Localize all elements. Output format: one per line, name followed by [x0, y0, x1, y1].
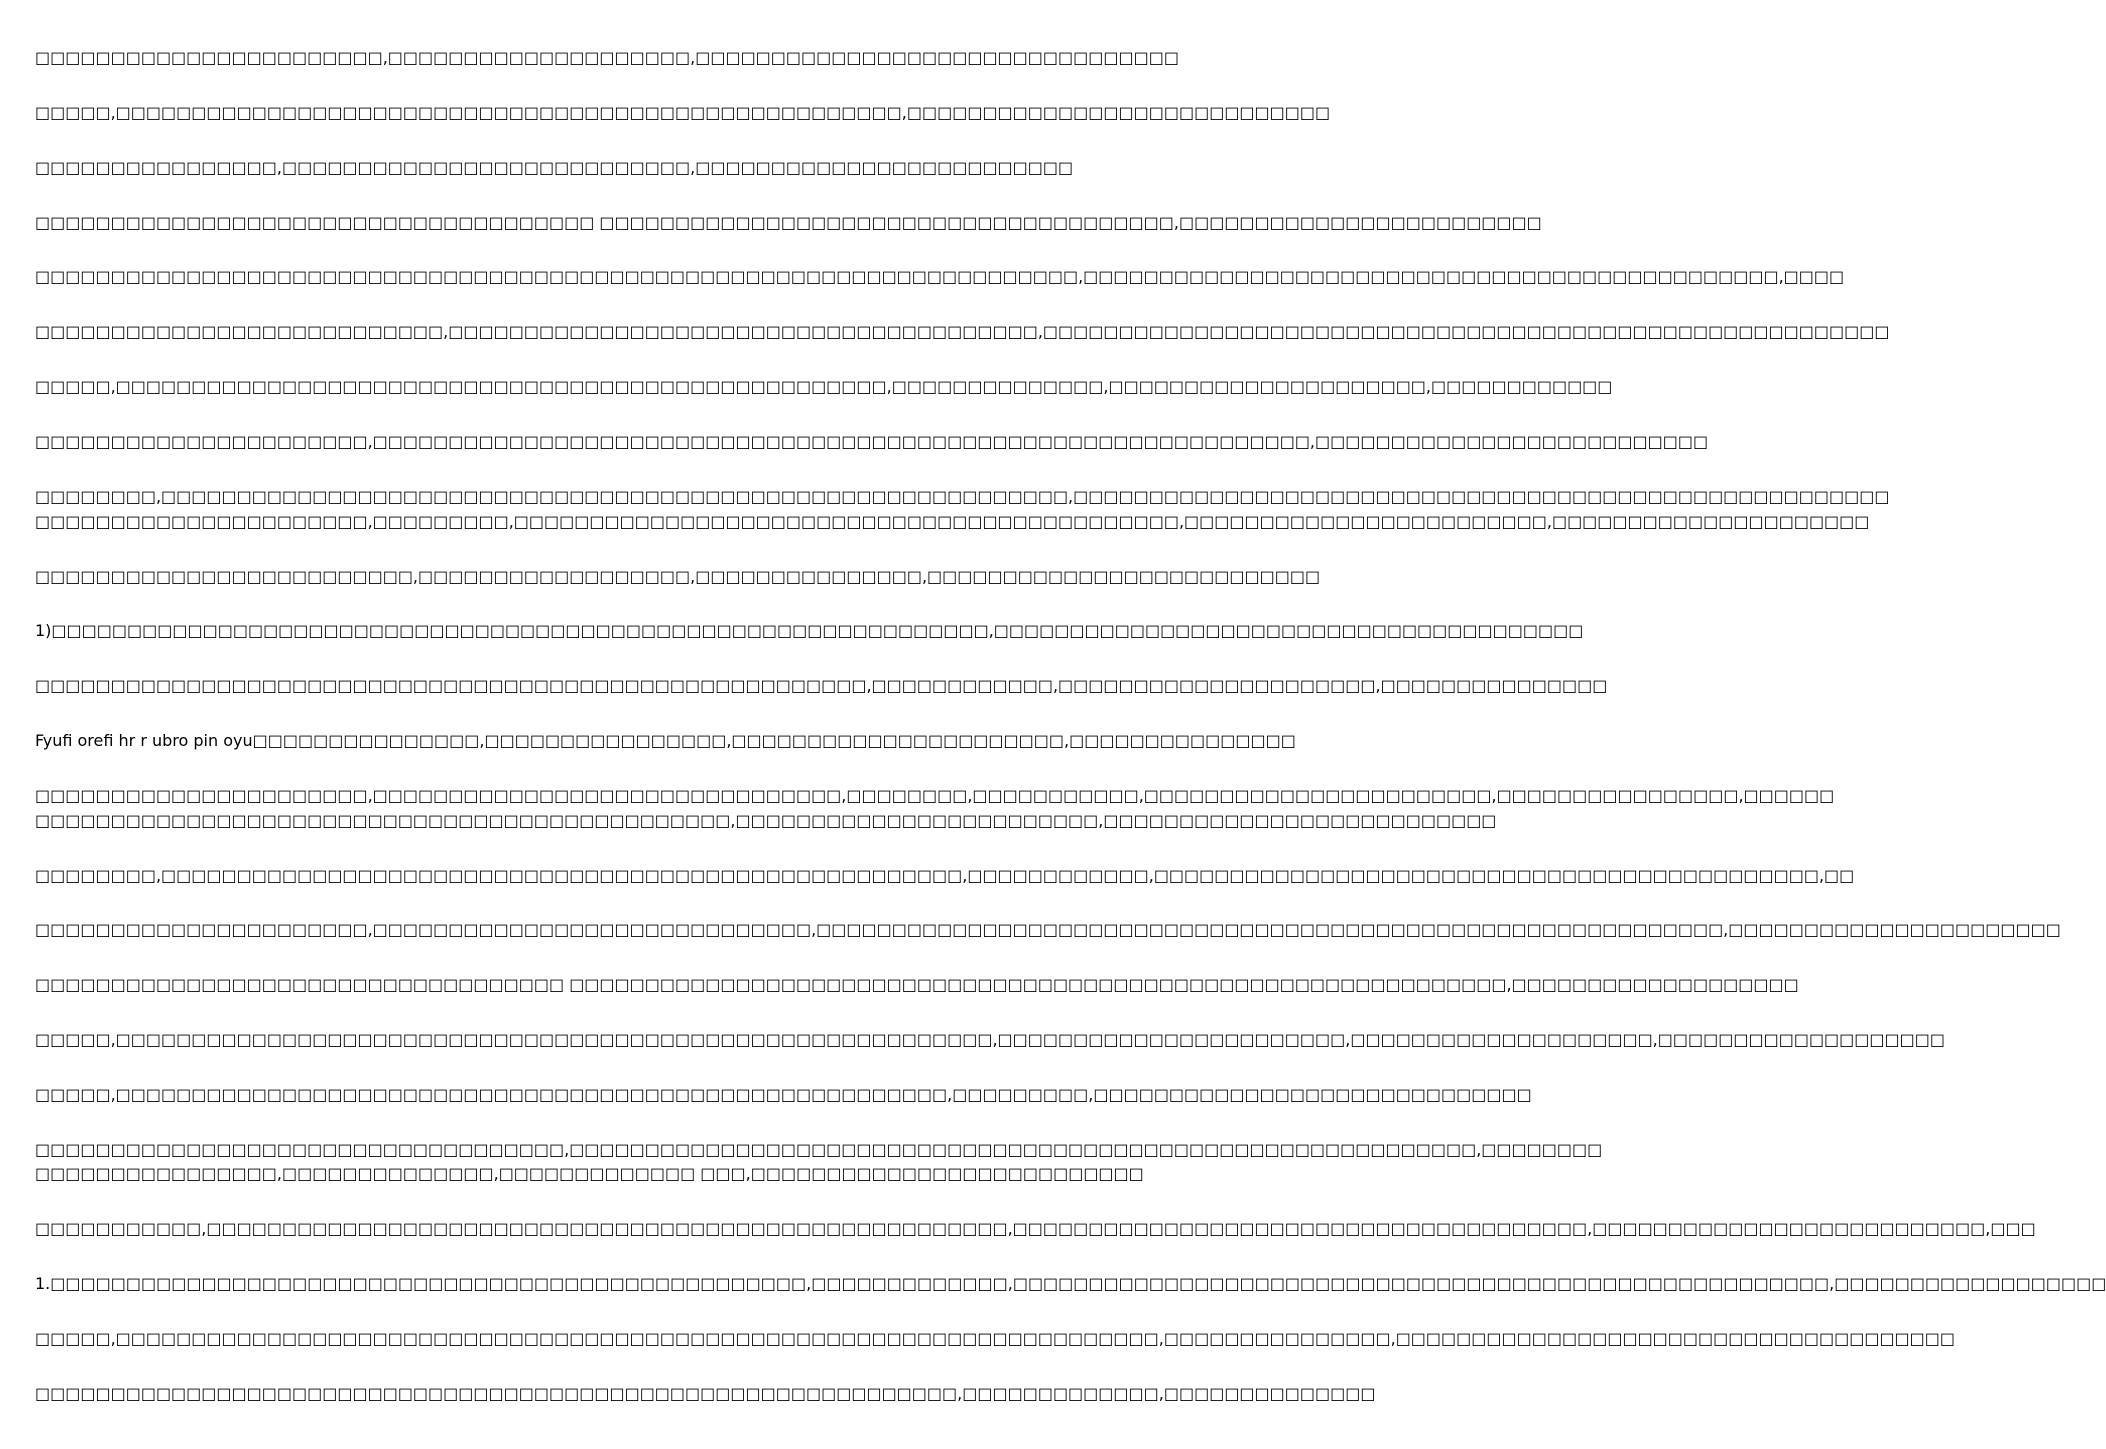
text-line: □□□□□□□□□□□□□□□□□□□□□□,□□□□□□□□□□□□□□□□□□□□□□□□□□□□□□□,□□□□□□□□,□□□□□□□□□□□,□□□□□□□□□□□□□□□□□□□□□□□,□□□□□□□□□□□□□□□□,□□□□□□ — [35, 786, 1835, 805]
text-line: □□□□□□□□□□□□□□□□□□□□□□,□□□□□□□□□□□□□□□□□□□□□□□□□□□□□□□□□□□□□□□□□□□□□□□□□□□□□□□□□□□□□□,□□□□□□□□□□□□□□□□□□□□□□□□□□ — [35, 432, 1709, 451]
text-line: □□□□□,□□□□□□□□□□□□□□□□□□□□□□□□□□□□□□□□□□□□□□□□□□□□□□□□□□□□□□□□□□□□□□□□□□□□□,□□□□□□□□□□□□□□□,□□□□□□□□□□□□□□□□□□□□□□□□□□□□□□□□□□□□□ — [35, 1329, 1956, 1348]
text-line: □□□□□□□□□□□,□□□□□□□□□□□□□□□□□□□□□□□□□□□□□□□□□□□□□□□□□□□□□□□□□□□□□,□□□□□□□□□□□□□□□□□□□□□□□□□□□□□□□□□□□□□□,□□□□□□□□□□□□□□□□□□□□□□□□□□,□□□ — [35, 1219, 2036, 1238]
text-line: □□□□□,□□□□□□□□□□□□□□□□□□□□□□□□□□□□□□□□□□□□□□□□□□□□□□□□□□□□□□□,□□□□□□□□□,□□□□□□□□□□□□□□□□□□□□□□□□□□□□□ — [35, 1085, 1532, 1104]
text-line: □□□□□□□□□□□□□□□□□□□□□□□□□□□□□□□□□□□□□□□□□□□□□□□□□□□□□□□□□□□□□,□□□□□□□□□□□□□,□□□□□□□□□□□□□□ — [35, 1384, 1376, 1403]
text-line: Fyufi orefi hr r ubro pin oyu□□□□□□□□□□□□□□□,□□□□□□□□□□□□□□□□,□□□□□□□□□□□□□□□□□□□□□□,□□□□□□□□□□□□□□□ — [35, 731, 1296, 750]
text-line: □□□□□□□□□□□□□□□□□□□□□□□□□□□□□□□□□□□,□□□□□□□□□□□□□□□□□□□□□□□□□□□□□□□□□□□□□□□□□□□□□□□□□□□□□□□□□□□□,□□□□□□□□ — [35, 1140, 1603, 1159]
text-line: □□□□□□□□□□□□□□□□□□□□□□□□□□□□□□□□□□□□□□□□□□□□□□□□□□□□□□□,□□□□□□□□□□□□,□□□□□□□□□□□□□□□□□□□□□,□□□□□□□□□□□□□□□ — [35, 676, 1608, 695]
text-line: □□□□□□□□□□□□□□□□□□□□□□□□□□□,□□□□□□□□□□□□□□□□□□□□□□□□□□□□□□□□□□□□□□□,□□□□□□□□□□□□□□□□□□□□□□□□□□□□□□□□□□□□□□□□□□□□□□□□□□□□□□□□ — [35, 322, 1890, 341]
text-line: □□□□□□□□□□□□□□□□□□□□□□□□□□□□□□□□□□□□□ □□□□□□□□□□□□□□□□□□□□□□□□□□□□□□□□□□□□□□,□□□□□□□□□□□□□□□□□□□□□□□□ — [35, 213, 1542, 232]
text-line: □□□□□□□□□□□□□□□□□□□□□□□□□□□□□□□□□□□□□□□□□□□□□□□□□□□□□□□□□□□□□□□□□□□□□,□□□□□□□□□□□□□□□□□□□□□□□□□□□□□□□□□□□□□□□□□□□□□□,□□□□ — [35, 267, 1845, 286]
text-line: □□□□□,□□□□□□□□□□□□□□□□□□□□□□□□□□□□□□□□□□□□□□□□□□□□□□□□□□□□,□□□□□□□□□□□□□□□□□□□□□□□□□□□□ — [35, 103, 1331, 122]
text-line: □□□□□□□□□□□□□□□□□□□□□□,□□□□□□□□□,□□□□□□□□□□□□□□□□□□□□□□□□□□□□□□□□□□□□□□□□□□□□,□□□□□□□□□□□□□□□□□□□□□□□□,□□□□□□□□□□□□□□□□□□□□□ — [35, 512, 1870, 531]
text-line: □□□□□□□□,□□□□□□□□□□□□□□□□□□□□□□□□□□□□□□□□□□□□□□□□□□□□□□□□□□□□□,□□□□□□□□□□□□,□□□□□□□□□□□□□□□□□□□□□□□□□□□□□□□□□□□□□□□□□□□□,□□ — [35, 866, 1855, 885]
text-line: □□□□□□□□□□□□□□□□□□□□□□□□□□□□□□□□□□□ □□□□□□□□□□□□□□□□□□□□□□□□□□□□□□□□□□□□□□□□□□□□□□□□□□□□□□□□□□□□□□,□□□□□□□□□□□□□□□□□□□ — [35, 975, 1799, 994]
text-line: □□□□□□□□□□□□□□□□□□□□□□□,□□□□□□□□□□□□□□□□□□□□,□□□□□□□□□□□□□□□□□□□□□□□□□□□□□□□□ — [35, 48, 1179, 67]
text-line: □□□□□□□□□□□□□□□□□□□□□□,□□□□□□□□□□□□□□□□□□□□□□□□□□□□□,□□□□□□□□□□□□□□□□□□□□□□□□□□□□□□□□□□□□□□□□□□□□□□□□□□□□□□□□□□□□,□□□□□□□□□□□□□□□□□□□□□□ — [35, 920, 2061, 939]
text-line: □□□□□□□□□□□□□□□□,□□□□□□□□□□□□□□□□□□□□□□□□□□□,□□□□□□□□□□□□□□□□□□□□□□□□□ — [35, 158, 1074, 177]
text-line: □□□□□□□□□□□□□□□□□□□□□□□□□□□□□□□□□□□□□□□□□□□□□□,□□□□□□□□□□□□□□□□□□□□□□□□,□□□□□□□□□□□□□□□□□□□□□□□□□□ — [35, 811, 1497, 830]
text-line: □□□□□,□□□□□□□□□□□□□□□□□□□□□□□□□□□□□□□□□□□□□□□□□□□□□□□□□□□□□□□□□□,□□□□□□□□□□□□□□□□□□□□□□□,□□□□□□□□□□□□□□□□□□□□,□□□□□□□□□□□□□□□□□□□ — [35, 1030, 1945, 1049]
text-line: □□□□□□□□,□□□□□□□□□□□□□□□□□□□□□□□□□□□□□□□□□□□□□□□□□□□□□□□□□□□□□□□□□□□□,□□□□□□□□□□□□□□□□□□□□□□□□□□□□□□□□□□□□□□□□□□□□□□□□□□□□□□ — [35, 487, 1890, 506]
text-line: 1)□□□□□□□□□□□□□□□□□□□□□□□□□□□□□□□□□□□□□□□□□□□□□□□□□□□□□□□□□□□□□□,□□□□□□□□□□□□□□□□□□□□□□□□□□□□□□□□□□□□□□□ — [35, 621, 1584, 640]
text-line: □□□□□□□□□□□□□□□□□□□□□□□□□,□□□□□□□□□□□□□□□□□□,□□□□□□□□□□□□□□□,□□□□□□□□□□□□□□□□□□□□□□□□□□ — [35, 567, 1321, 586]
text-line: □□□□□,□□□□□□□□□□□□□□□□□□□□□□□□□□□□□□□□□□□□□□□□□□□□□□□□□□□,□□□□□□□□□□□□□□,□□□□□□□□□□□□□□□□□□□□□,□□□□□□□□□□□□ — [35, 377, 1613, 396]
text-line: 1.□□□□□□□□□□□□□□□□□□□□□□□□□□□□□□□□□□□□□□□□□□□□□□□□□□,□□□□□□□□□□□□□,□□□□□□□□□□□□□□□□□□□□□□□□□□□□□□□□□□□□□□□□□□□□□□□□□□□□□□,□□□□□□□□□□□□□□□□□□ — [35, 1274, 2106, 1293]
text-line: □□□□□□□□□□□□□□□□,□□□□□□□□□□□□□□,□□□□□□□□□□□□□ □□□,□□□□□□□□□□□□□□□□□□□□□□□□□□ — [35, 1164, 1144, 1183]
